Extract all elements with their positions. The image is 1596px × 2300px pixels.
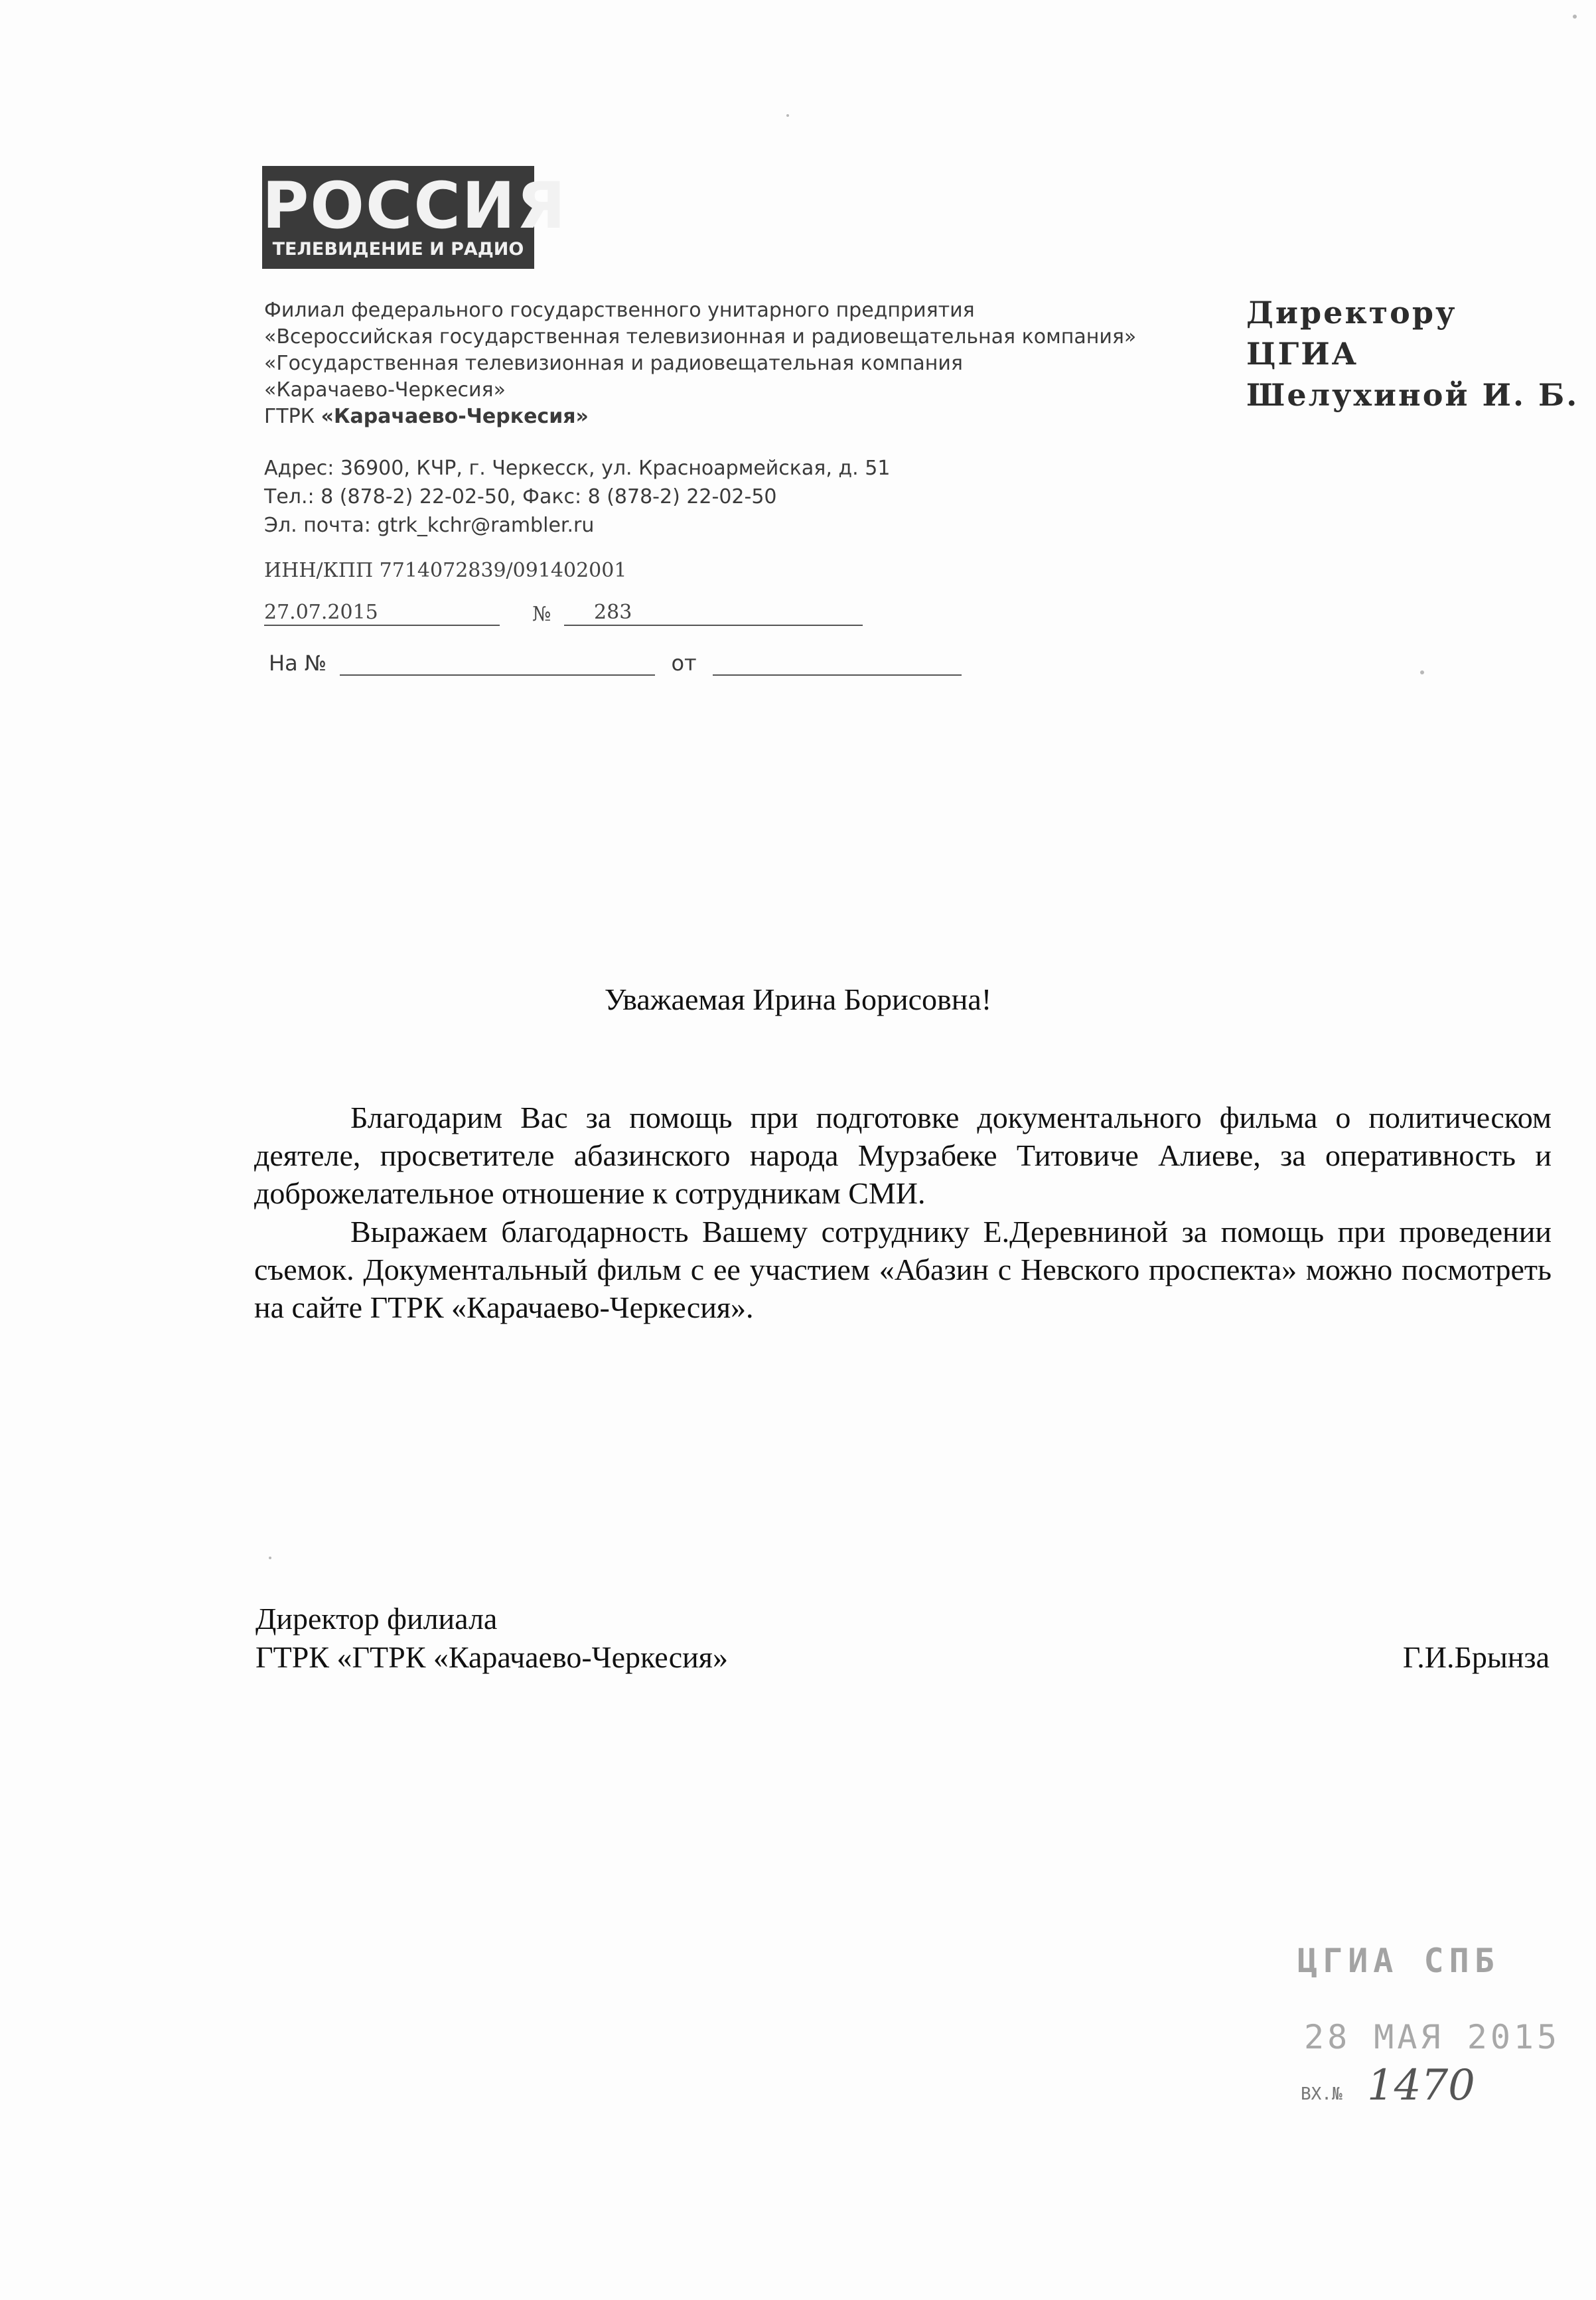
body-paragraph: Благодарим Вас за помощь при подготовке документального фильма о политическом деятеле, просветителе абазинского народа Мурзабеке Титовиче Алиеве, за оперативность и доброжелательное отношение к сотрудникам СМИ. xyxy=(254,1101,1552,1210)
signatory-title-line: ГТРК «ГТРК «Карачаево-Черкесия» xyxy=(255,1640,728,1674)
signatory-title-line: Директор филиала xyxy=(255,1602,498,1636)
org-line: «Государственная телевизионная и радиовещательная компания xyxy=(264,352,963,375)
contacts-block xyxy=(264,454,890,540)
rossiya-logo xyxy=(262,166,567,269)
scan-speck xyxy=(1573,15,1577,19)
reg-number-field xyxy=(564,601,863,626)
signatory-title xyxy=(255,1600,728,1677)
email-line: Эл. почта: gtrk_kchr@rambler.ru xyxy=(264,514,595,537)
scan-speck xyxy=(786,114,789,117)
registration-line xyxy=(264,601,863,626)
org-line: «Всероссийская государственная телевизионная и радиовещательная компания» xyxy=(264,325,1137,348)
reg-number-label: № xyxy=(532,603,551,626)
scan-speck xyxy=(1420,670,1424,674)
reference-number-label: На № xyxy=(269,651,327,676)
reg-date-field xyxy=(264,601,500,626)
reference-date-field xyxy=(713,651,962,676)
reference-line xyxy=(269,651,962,676)
signatory-name: Г.И.Брынза xyxy=(1402,1640,1550,1674)
reg-date: 27.07.2015 xyxy=(264,601,378,624)
reference-number-field xyxy=(340,651,655,676)
logo-sub-text: ТЕЛЕВИДЕНИЕ И РАДИО xyxy=(272,239,524,260)
org-short-title: «Карачаево-Черкесия» xyxy=(321,405,589,428)
phone-line: Тел.: 8 (878-2) 22-02-50, Факс: 8 (878-2) 22-02-50 xyxy=(264,485,777,508)
reference-from-label: от xyxy=(671,651,697,676)
organization-block xyxy=(264,297,1136,430)
addressee-line: ЦГИА xyxy=(1246,336,1359,372)
addressee-line: Директору xyxy=(1246,295,1457,331)
logo-main-text: РОССИЯ xyxy=(262,169,567,243)
org-short-prefix: ГТРК xyxy=(264,405,315,428)
addressee-line: Шелухиной И. Б. xyxy=(1246,377,1579,413)
stamp-incoming-label: ВХ.№ xyxy=(1301,2084,1342,2104)
org-line: «Карачаево-Черкесия» xyxy=(264,378,506,402)
stamp-incoming-number: 1470 xyxy=(1367,2061,1475,2110)
org-line: Филиал федерального государственного унитарного предприятия xyxy=(264,299,975,322)
body-paragraph: Выражаем благодарность Вашему сотруднику Е.Деревниной за помощь при проведении съемок. Документальный фильм с ее участием «Абазин с Невского проспекта» можно посмотреть на сайте ГТРК «Карачаево-Черкесия». xyxy=(254,1215,1552,1324)
salutation: Уважаемая Ирина Борисовна! xyxy=(604,982,992,1016)
addressee-block xyxy=(1246,292,1579,416)
stamp-date: 28 МАЯ 2015 xyxy=(1304,2018,1561,2056)
stamp-organization: ЦГИА СПБ xyxy=(1297,1942,1500,1980)
org-short-name xyxy=(264,404,1136,430)
reg-number: 283 xyxy=(594,601,632,624)
address-line: Адрес: 36900, КЧР, г. Черкесск, ул. Красноармейская, д. 51 xyxy=(264,457,891,480)
inn-line: ИНН/КПП 7714072839/091402001 xyxy=(264,559,627,582)
scan-speck xyxy=(269,1557,271,1559)
